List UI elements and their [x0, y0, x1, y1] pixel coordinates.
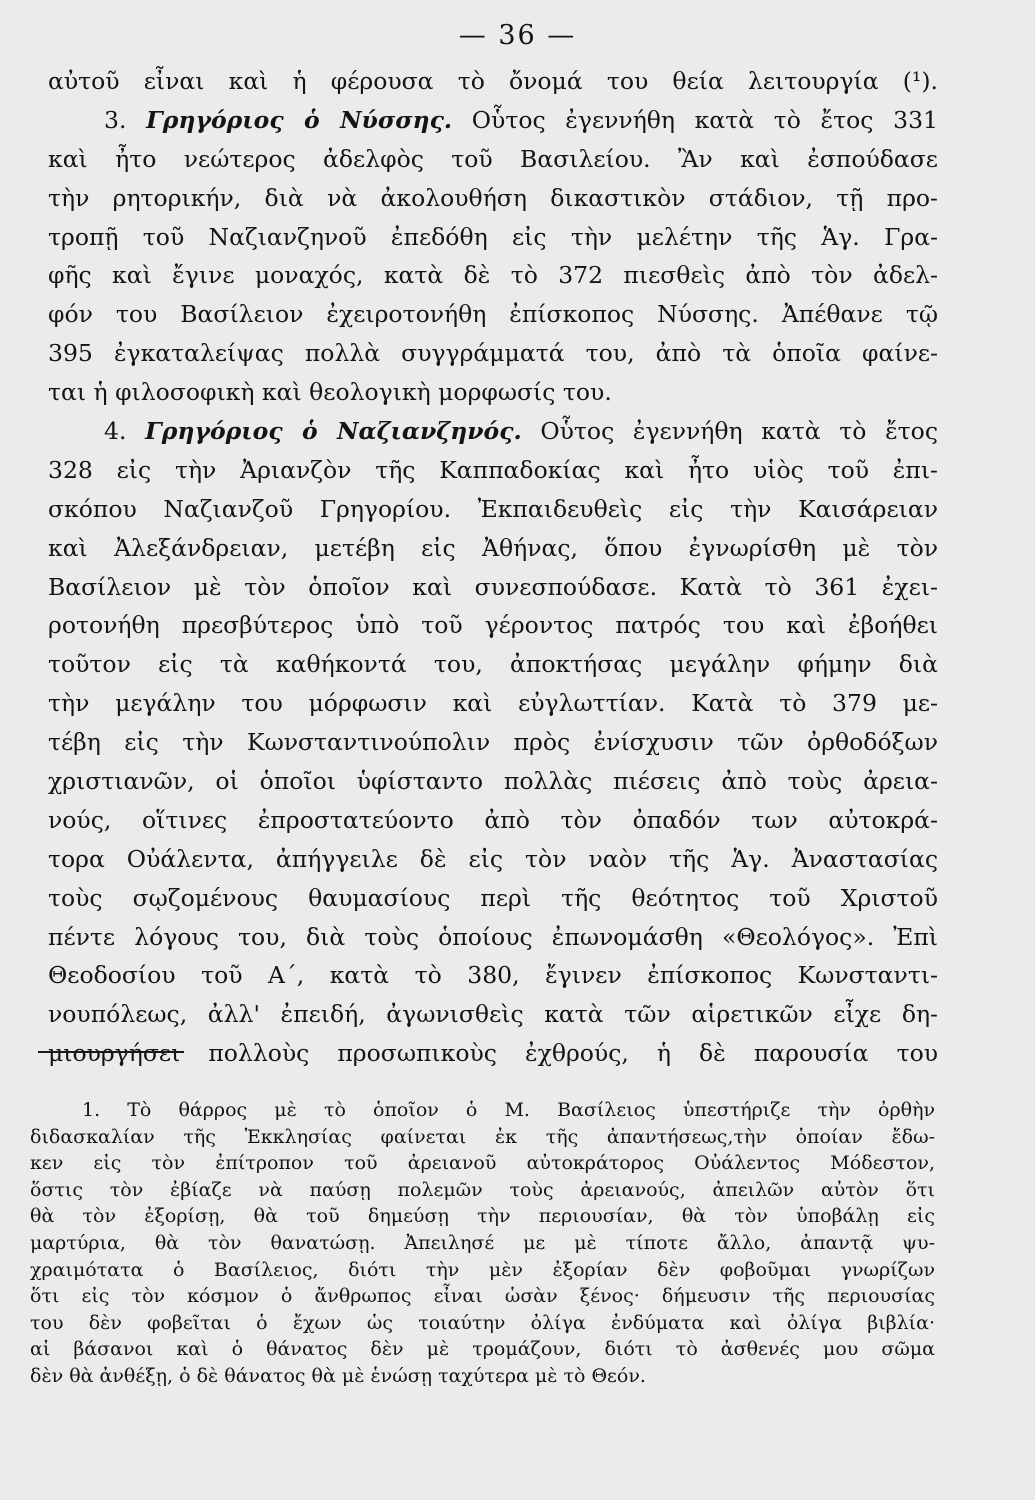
footnote-line: ὅτι εἰς τὸν κόσμον ὁ ἄνθρωπος εἶναι ὡσὰν ξένος· δήμευσιν τῆς περιουσίας: [30, 1285, 935, 1308]
footnote: [30, 1097, 935, 1390]
text-line: ται ἡ φιλοσοφικὴ καὶ θεολογικὴ μορφωσίς του.: [48, 378, 612, 407]
item-3-heading-line: [48, 101, 938, 140]
text-line: Βασίλειον μὲ τὸν ὁποῖον καὶ συνεσπούδασε. Κατὰ τὸ 361 ἐχει-: [48, 572, 938, 601]
text-line: τοῦτον εἰς τὰ καθήκοντά του, ἀποκτήσας μεγάλην φήμην διὰ: [48, 650, 938, 679]
text-line: καὶ ἦτο νεώτερος ἀδελφὸς τοῦ Βασιλείου. Ἂν καὶ ἐσπούδασε: [48, 144, 938, 173]
footnote-line: του δὲν φοβεῖται ὁ ἔχων ὡς τοιαύτην ὀλίγα ἐνδύματα καὶ ὀλίγα βιβλία·: [30, 1311, 935, 1334]
item-4-text: Οὗτος ἐγεννήθη κατὰ τὸ ἔτος: [540, 417, 938, 446]
text-line: καὶ Ἀλεξάνδρειαν, μετέβη εἰς Ἀθήνας, ὅπου ἐγνωρίσθη μὲ τὸν: [48, 533, 938, 562]
footnote-line: 1. Τὸ θάρρος μὲ τὸ ὁποῖον ὁ Μ. Βασίλειος ὑπεστήριζε τὴν ὀρθὴν: [82, 1099, 935, 1121]
item-4-heading-line: [48, 412, 938, 451]
text-line: τροπῇ τοῦ Ναζιανζηνοῦ ἐπεδόθη εἰς τὴν μελέτην τῆς Ἁγ. Γρα-: [48, 222, 938, 251]
footnote-line: ὅστις τὸν ἐβίαζε νὰ παύσῃ πολεμῶν τοὺς ἀρειανούς, ἀπειλῶν αὐτὸν ὅτι: [30, 1178, 935, 1201]
footnote-line: θὰ τὸν ἐξορίσῃ, θὰ τοῦ δημεύσῃ τὴν περιουσίαν, θὰ τὸν ὑποβάλῃ εἰς: [30, 1205, 935, 1228]
text-line: 395 ἐγκαταλείψας πολλὰ συγγράμματά του, ἀπὸ τὰ ὁποῖα φαίνε-: [48, 339, 938, 368]
body-text: [48, 62, 938, 1073]
text-line: τὴν ρητορικήν, διὰ νὰ ἀκολουθήση δικαστικὸν στάδιον, τῇ προ-: [48, 183, 938, 212]
text-line: μιουργήσει πολλοὺς προσωπικοὺς ἐχθρούς, ἡ δὲ παρουσία του: [48, 1039, 938, 1068]
footnote-line: μαρτύρια, θὰ τὸν θανατώσῃ. Ἀπειλησέ με μὲ τίποτε ἄλλο, ἀπαντᾷ ψυ-: [30, 1231, 935, 1254]
footnote-line: δὲν θὰ ἀνθέξῃ, ὁ δὲ θάνατος θὰ μὲ ἑνώσῃ ταχύτερα μὲ τὸ Θεόν.: [30, 1364, 646, 1387]
text-line: αὐτοῦ εἶναι καὶ ἡ φέρουσα τὸ ὄνομά του θεία λειτουργία (¹).: [48, 67, 938, 95]
item-3-number: 3.: [104, 105, 127, 134]
text-line: πέντε λόγους του, διὰ τοὺς ὁποίους ἐπωνομάσθη «Θεολόγος». Ἐπὶ: [48, 922, 938, 951]
item-3-name: Γρηγόριος ὁ Νύσσης.: [146, 105, 453, 134]
text-line: χριστιανῶν, οἱ ὁποῖοι ὑφίσταντο πολλὰς πιέσεις ἀπὸ τοὺς ἀρεια-: [48, 767, 938, 796]
footnote-line: χραιμότατα ὁ Βασίλειος, διότι τὴν μὲν ἐξορίαν δὲν φοβοῦμαι γνωρίζων: [30, 1258, 935, 1281]
text-line: τὴν μεγάλην του μόρφωσιν καὶ εὐγλωττίαν. Κατὰ τὸ 379 με-: [48, 689, 938, 718]
text-line: φῆς καὶ ἔγινε μοναχός, κατὰ δὲ τὸ 372 πιεσθεὶς ἀπὸ τὸν ἀδελ-: [48, 261, 938, 290]
text-line: τορα Οὐάλεντα, ἀπήγγειλε δὲ εἰς τὸν ναὸν τῆς Ἁγ. Ἀναστασίας: [48, 844, 938, 873]
item-3-text: Οὗτος ἐγεννήθη κατὰ τὸ ἔτος 331: [471, 105, 938, 134]
text-line: νουπόλεως, ἀλλ' ἐπειδή, ἀγωνισθεὶς κατὰ τῶν αἱρετικῶν εἶχε δη-: [48, 1000, 938, 1029]
text-line: φόν του Βασίλειον ἐχειροτονήθη ἐπίσκοπος Νύσσης. Ἀπέθανε τῷ: [48, 300, 938, 329]
text-line: 328 εἰς τὴν Ἀριανζὸν τῆς Καππαδοκίας καὶ ἦτο υἱὸς τοῦ ἐπι-: [48, 455, 938, 484]
item-4-number: 4.: [104, 417, 127, 446]
text-line: Θεοδοσίου τοῦ Α΄, κατὰ τὸ 380, ἔγινεν ἐπίσκοπος Κωνσταντι-: [48, 961, 938, 990]
footnote-line: διδασκαλίαν τῆς Ἐκκλησίας φαίνεται ἐκ τῆς ἀπαντήσεως,τὴν ὁποίαν ἔδω-: [30, 1125, 935, 1148]
page-number: — 36 —: [458, 20, 577, 51]
footnote-line: αἱ βάσανοι καὶ ὁ θάνατος δὲν μὲ τρομάζουν, διότι τὸ ἀσθενές μου σῶμα: [30, 1338, 935, 1361]
item-4-name: Γρηγόριος ὁ Ναζιανζηνός.: [145, 417, 522, 446]
text-line: ροτονήθη πρεσβύτερος ὑπὸ τοῦ γέροντος πατρός του καὶ ἐβοήθει: [48, 611, 938, 640]
text-line: νούς, οἵτινες ἐπροστατεύοντο ἀπὸ τὸν ὀπαδόν των αὐτοκρά-: [48, 805, 938, 834]
text-line: τοὺς σῳζομένους θαυμασίους περὶ τῆς θεότητος τοῦ Χριστοῦ: [48, 883, 938, 912]
footnote-line: κεν εἰς τὸν ἐπίτροπον τοῦ ἀρειανοῦ αὐτοκράτορος Οὐάλεντος Μόδεστον,: [30, 1152, 935, 1175]
text-line: σκόπου Ναζιανζοῦ Γρηγορίου. Ἐκπαιδευθεὶς εἰς τὴν Καισάρειαν: [48, 494, 938, 523]
footnote-divider: [38, 1051, 184, 1053]
text-line: τέβη εἰς τὴν Κωνσταντινούπολιν πρὸς ἐνίσχυσιν τῶν ὀρθοδόξων: [48, 728, 938, 757]
